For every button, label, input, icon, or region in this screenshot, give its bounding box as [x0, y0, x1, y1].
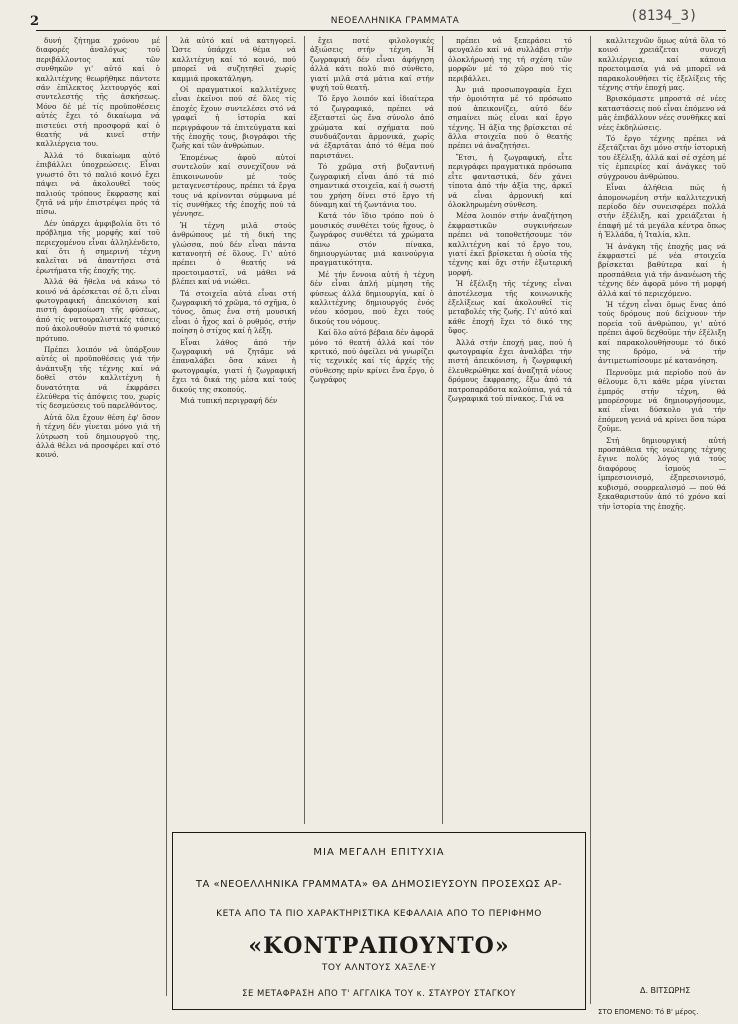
paragraph: Εἶναι λάθος ἀπό τήν ζωγραφική νά ζητᾶμε νά ἐπαναλάβει ὅσα κάνει ἡ φωτογραφία, γιατί ἡ ζωγραφική ἔχει τά δικά της μέσα καί τούς δικούς της σκοπούς. [172, 337, 296, 394]
paragraph: Εἶναι ἀλήθεια πώς ἡ ἀπομονωμένη στήν καλλιτεχνική περίοδο δέν συνεισφέρει πολλά στήν ἐξέλιξη, καί χρειάζεται ἡ ἐπαφή μέ τά μεγάλα κέντρα ὅπως ἡ Ἑλλάδα, ἡ Ἰταλία, κλπ. [598, 183, 726, 240]
paragraph: Καί ὅλο αὐτό βέβαια δέν ἀφορᾶ μόνο τό θεατή ἀλλά καί τόν κριτικό, πού ὀφείλει νά γνωρίζει τίς τεχνικές καί τίς ἀρχές τῆς σύνθεσης πρίν κρίνει ἕνα ἔργο, ὁ ζωγράφος [310, 328, 434, 385]
announcement-line: ΚΕΤΑ ΑΠΟ ΤΑ ΠΙΟ ΧΑΡΑΚΤΗΡΙΣΤΙΚΑ ΚΕΦΑΛΑΙΑ ΑΠΟ ΤΟ ΠΕΡΙΦΗΜΟ [216, 909, 542, 919]
announcement-line: ΤΑ «ΝΕΟΕΛΛΗΝΙΚΑ ΓΡΑΜΜΑΤΑ» ΘΑ ΔΗΜΟΣΙΕΥΣΟΥΝ ΠΡΟΣΕΧΩΣ ΑΡ- [195, 879, 563, 890]
column-divider [590, 36, 591, 1004]
paragraph: Δέν ὑπάρχει ἀμφιβολία ὅτι τό πρόβλημα τῆς μορφῆς καί τοῦ περιεχομένου εἶναι ἀλληλένδετο, καί ὅτι ἡ σημερινή τέχνη καλεῖται νά ἀπαντήσει στά ἐρωτήματα τῆς ἐποχῆς της. [36, 218, 160, 275]
article-column-1 [36, 36, 160, 996]
paragraph: Μέσα λοιπόν στήν ἀναζήτηση ἐκφραστικῶν συγκινήσεων πρέπει νά τοποθετήσουμε τόν καλλιτέχνη καί τό ἔργο του, γιατί ἐκεῖ βρίσκεται ἡ οὐσία τῆς τέχνης καί ὄχι στήν ἐξωτερική μορφή. [448, 211, 572, 277]
column-divider [442, 36, 443, 824]
paragraph: Ἡ ἀνάγκη τῆς ἐποχῆς μας νά ἐκφραστεῖ μέ νέα στοιχεῖα βρίσκεται βαθύτερα καί ἡ προσπάθεια γιά τήν ἀνανέωση τῆς τέχνης δέν ἀφορᾶ μόνο τή μορφή ἀλλά καί τό περιεχόμενο. [598, 241, 726, 298]
paragraph: Ἀλλά θά ἤθελα νά κάνω τό κοινό νά ἀρέσκεται σέ ὅ,τι εἶναι φωτογραφική ἀπεικόνιση καί πιστή ἀφομοίωση τῆς φύσεως, ἀπό τίς νατουραλιστικές τάσεις πού ἀκολουθοῦν πιστά τό φυσικό πρότυπο. [36, 277, 160, 343]
paragraph: Πρέπει λοιπόν νά ὑπάρξουν αὐτές οἱ προϋποθέσεις γιά τήν ἀνάπτυξη τῆς τέχνης καί νά δοθεῖ στόν καλλιτέχνη ἡ δυνατότητα νά ἐκφράσει ἐλεύθερα τίς ἀπόψεις του, χωρίς τίς δεσμεύσεις τοῦ παρελθόντος. [36, 345, 160, 411]
article-column-2 [172, 36, 296, 824]
article-column-3 [310, 36, 434, 824]
paragraph: Στή δημιουργική αὐτή προσπάθεια τῆς νεώτερης τέχνης ἔγινε πολύς λόγος γιά τούς διαφόρους ἰσμούς — ἰμπρεσιονισμό, ἐξπρεσιονισμό, κυβισμό, σουρρεαλισμό — πού θά ξεκαθαριστοῦν ἀπό τό χρόνο καί τήν ἱστορία της ἐποχῆς. [598, 435, 726, 511]
paragraph: Ἀλλά τό δικαίωμα αὐτό ἐπιβάλλει ὑποχρεώσεις. Εἶναι γνωστό ὅτι τό παλιό κοινό ἔχει πάψει νά ἀκολουθεῖ τούς παλιούς τρόπους ἔκφρασης καί ζητᾶ νά μήν ἐπιστρέψει πρός τά πίσω. [36, 150, 160, 217]
paragraph: Μέ τήν ἔννοια αὐτή ἡ τέχνη δέν εἶναι ἁπλή μίμηση τῆς φύσεως ἀλλά δημιουργία, καί ὁ καλλιτέχνης δημιουργός ἑνός νέου κόσμου, πού ἔχει τούς δικούς του νόμους. [310, 269, 434, 326]
handwritten-note: (8134_3) [630, 8, 698, 24]
paragraph: Ἀν μιά προσωπογραφία ἔχει τήν ὁμοιότητα μέ τό πρόσωπο πού ἀπεικονίζει, αὐτό δέν σημαίνει πώς εἶναι καί ἔργο τέχνης. Ἡ ἀξία της βρίσκεται σέ ἄλλα στοιχεῖα πού ὁ θεατής πρέπει νά ἀναζητήσει. [448, 85, 572, 151]
paragraph: Μιά τυπική περιγραφή δέν [180, 396, 278, 406]
paragraph: Ἡ ἐξέλιξη τῆς τέχνης εἶναι ἀποτέλεσμα τῆς κοινωνικῆς ἐξελίξεως καί ἀκολουθεῖ τίς μεταβολές τῆς ζωῆς. Γι' αὐτό καί κάθε ἐποχή ἔχει τό δικό της ὕφος. [448, 279, 572, 336]
paragraph: Τό ἔργο τέχνης πρέπει νά ἐξετάζεται ὄχι μόνο στήν ἱστορική του ἐξέλιξη, ἀλλά καί σέ σχέση μέ τίς ἐμπειρίες καί ἀνάγκες τοῦ σύγχρονου ἀνθρώπου. [598, 134, 726, 181]
paragraph: καλλιτεχνῶν ὅμως αὐτά ὅλα τό κοινό χρειάζεται συνεχῆ καλλιέργεια, καί κάποια προετοιμασία γιά νά μπορεῖ νά παρακολουθήσει τίς ἐξελίξεις τῆς τέχνης στήν ἐποχή μας. [598, 36, 726, 93]
paragraph: Ἔτσι, ἡ ζωγραφική, εἶτε περιγράφει πραγματικά πρόσωπα εἶτε φανταστικά, δέν χάνει τίποτα ἀπό τήν ἀξία της, ἀρκεῖ νά εἶναι ἁρμονική καί ὁλοκληρωμένη σύνθεση. [448, 152, 572, 209]
paragraph: δυνή ζήτημα χρόνου μέ διαφορές ἀναλόγως τοῦ περιβάλλοντος καί τῶν συνθηκῶν γι' αὐτό καί ὁ καλλιτέχνης θεωρήθηκε πάντοτε σάν ἐπίλεκτος λειτουργός καί συντελεστής τῆς ἀσκήσεως. Μόνο δέ μέ τίς προϋποθέσεις αὐτές ἔχει τό δικαίωμα νά πιστεύει στή προσφορά καί ὁ θεατής νά κινεῖ στήν καλλιέργεια του. [36, 36, 160, 149]
paragraph: Τά στοιχεῖα αὐτά εἶναι στή ζωγραφική τό χρῶμα, τό σχῆμα, ὁ τόνος, ὅπως ἔνα στή μουσική εἶναι ὁ ἦχος καί ὁ ρυθμός, στήν ποίηση ὁ στίχος καί ἡ λέξη. [172, 288, 296, 336]
paragraph: ἔχει ποτέ φιλολογικές ἀξιώσεις στήν τέχνη. Ἡ ζωγραφική δέν εἶναι ἀφήγηση ἀλλά κάτι πολύ πιό σύνθετο, γιατί μιλᾶ στά μάτια καί στήν ψυχή τοῦ θεατῆ. [310, 36, 434, 93]
footer-note: ΣΤΟ ΕΠΟΜΕΝΟ: Τό Β' μέρος. [598, 1008, 699, 1016]
paragraph: Τό χρῶμα στή βυζαντινή ζωγραφική εἶναι ἀπό τά πιό σημαντικά στοιχεῖα, καί ἡ σωστή του χρήση δίνει στό ἔργο τή δύναμη καί τή ζωντάνια του. [310, 162, 434, 209]
top-rule [36, 30, 726, 31]
author-signature: Δ. ΒΙΤΣΩΡΗΣ [640, 986, 691, 995]
announcement-author: ΤΟΥ ΑΛΝΤΟΥΣ ΧΑΞΛΕ·Υ [321, 963, 437, 973]
paragraph: λά αὐτό καί νά κατηγορεῖ. Ὡστε ὑπάρχει θέμα νά καλλιτέχνη καί τό κοινό, πού μπορεῖ νά συζητηθεῖ χωρίς καμμιά προκατάληψη. [172, 36, 296, 83]
paragraph: Αὐτά ὅλα ἔχουν θέση ἐφ' ὅσον ἡ τέχνη δέν γίνεται μόνο γιά τή λύτρωση τοῦ δημιουργοῦ της, ἀλλά θέλει νά προσφέρει καί στό κοινό. [36, 412, 160, 460]
paragraph: Οἱ πραγματικοί καλλιτέχνες εἶναι ἐκεῖνοι πού σέ ὅλες τίς ἐποχές ἔχουν συντελέσει στό νά γραφεῖ ἡ ἱστορία καί περιγράφουν τά ἐπιτεύγματα καί τῆς ἐποχῆς τους, βιογράφοι τῆς ζωῆς καί τῶν ἀνθρώπων. [172, 85, 296, 151]
announcement-translator: ΣΕ ΜΕΤΑΦΡΑΣΗ ΑΠΟ Τ' ΑΓΓΛΙΚΑ ΤΟΥ κ. ΣΤΑΥΡΟΥ ΣΤΑΓΚΟΥ [242, 989, 516, 999]
paragraph: πρέπει νά ξεπεράσει τό φευγαλέο καί νά συλλάβει στήν ὁλοκλήρωσή της τή σχέση τῶν μορφῶν μέ τό χῶρο πού τίς περιβάλλει. [448, 36, 572, 83]
page-number: 2 [30, 14, 40, 29]
paragraph: Ἡ τέχνη εἶναι ὅμως ἕνας ἀπό τούς δρόμους πού δείχνουν τήν πορεία τοῦ ἀνθρώπου, γι' αὐτό πρέπει ἀφοῦ δεχθοῦμε τήν ἐξέλιξη καί παρακολουθήσουμε τό δικό της δρόμο, νά τήν ἀντιμετωπίσουμε μέ κατανόηση. [598, 299, 726, 366]
paragraph: Κατά τόν ἴδιο τρόπο πού ὁ μουσικός συνθέτει τούς ἤχους, ὁ ζωγράφος συνθέτει τά χρώματα πάνω στόν πίνακα, δημιουργώντας μιά καινούργια πραγματικότητα. [310, 211, 434, 268]
column-divider [166, 36, 167, 996]
paragraph: Βρισκόμαστε μπροστά σέ νέες καταστάσεις πού εἶναι ἑπόμενο νά μᾶς ἐπιβάλλουν νέες συνθῆκες καί νέες ἐκδηλώσεις. [598, 94, 726, 132]
column-divider [304, 36, 305, 824]
announcement-title: «ΚΟΝΤΡΑΠΟΥΝΤΟ» [248, 933, 510, 959]
paragraph: Ἐπομένως ἀφοῦ αὐτοί συντελοῦν καί συνεχίζουν νά ἐπικοινωνοῦν μέ τούς μεταγενεστέρους, πρέπει τά ἔργα τους νά κρίνονται σύμφωνα μέ τίς συνθῆκες τῆς ἐποχῆς πού τά γέννησε. [172, 152, 296, 219]
announcement-box [172, 832, 586, 1010]
article-column-5 [598, 36, 726, 1004]
paragraph: Τό ἔργο λοιπόν καί ἰδιαίτερα τό ζωγραφικό, πρέπει νά ἐξεταστεῖ ὡς ἕνα σύνολο ἀπό χρώματα καί σχήματα πού συνδυάζονται ἁρμονικά, χωρίς νά ἐξαρτᾶται ἀπό τό θέμα πού παριστάνει. [310, 94, 434, 160]
paragraph: Περνοῦμε μιά περίοδο πού ἀν θέλουμε ὅ,τι κάθε μέρα γίνεται ἐμπρός στήν τέχνη, θά μπορέσουμε νά δημιουργήσουμε, καί εἶναι δύσκολο γιά τήν ἐπόμενη γενιά νά κρίνει ὅσα τώρα ζοῦμε. [598, 367, 726, 434]
paragraph: Ἡ τέχνη μιλᾶ στούς ἀνθρώπους μέ τή δική της γλώσσα, πού δέν εἶναι πάντα κατανοητή σέ ὅλους. Γι' αὐτό πρέπει ὁ θεατής νά προετοιμαστεῖ, νά μάθει νά βλέπει καί νά νιώθει. [172, 220, 296, 287]
article-column-4 [448, 36, 572, 824]
paragraph: Ἀλλά στήν ἐποχή μας, πού ἡ φωτογραφία ἔχει ἀναλάβει τήν πιστή ἀπεικόνιση, ἡ ζωγραφική ἐλευθερώθηκε καί ἀναζητᾶ νέους δρόμους ἔκφρασης, ἔξω ἀπό τά πατροπαράδοτα καλούπια, γιά τά ζωγραφικά τοῦ πίνακος. Γιά να [448, 337, 572, 404]
masthead: ΝΕΟΕΛΛΗΝΙΚΑ ΓΡΑΜΜΑΤΑ [330, 16, 460, 26]
announcement-headline: ΜΙΑ ΜΕΓΑΛΗ ΕΠΙΤΥΧΙΑ [313, 847, 445, 858]
